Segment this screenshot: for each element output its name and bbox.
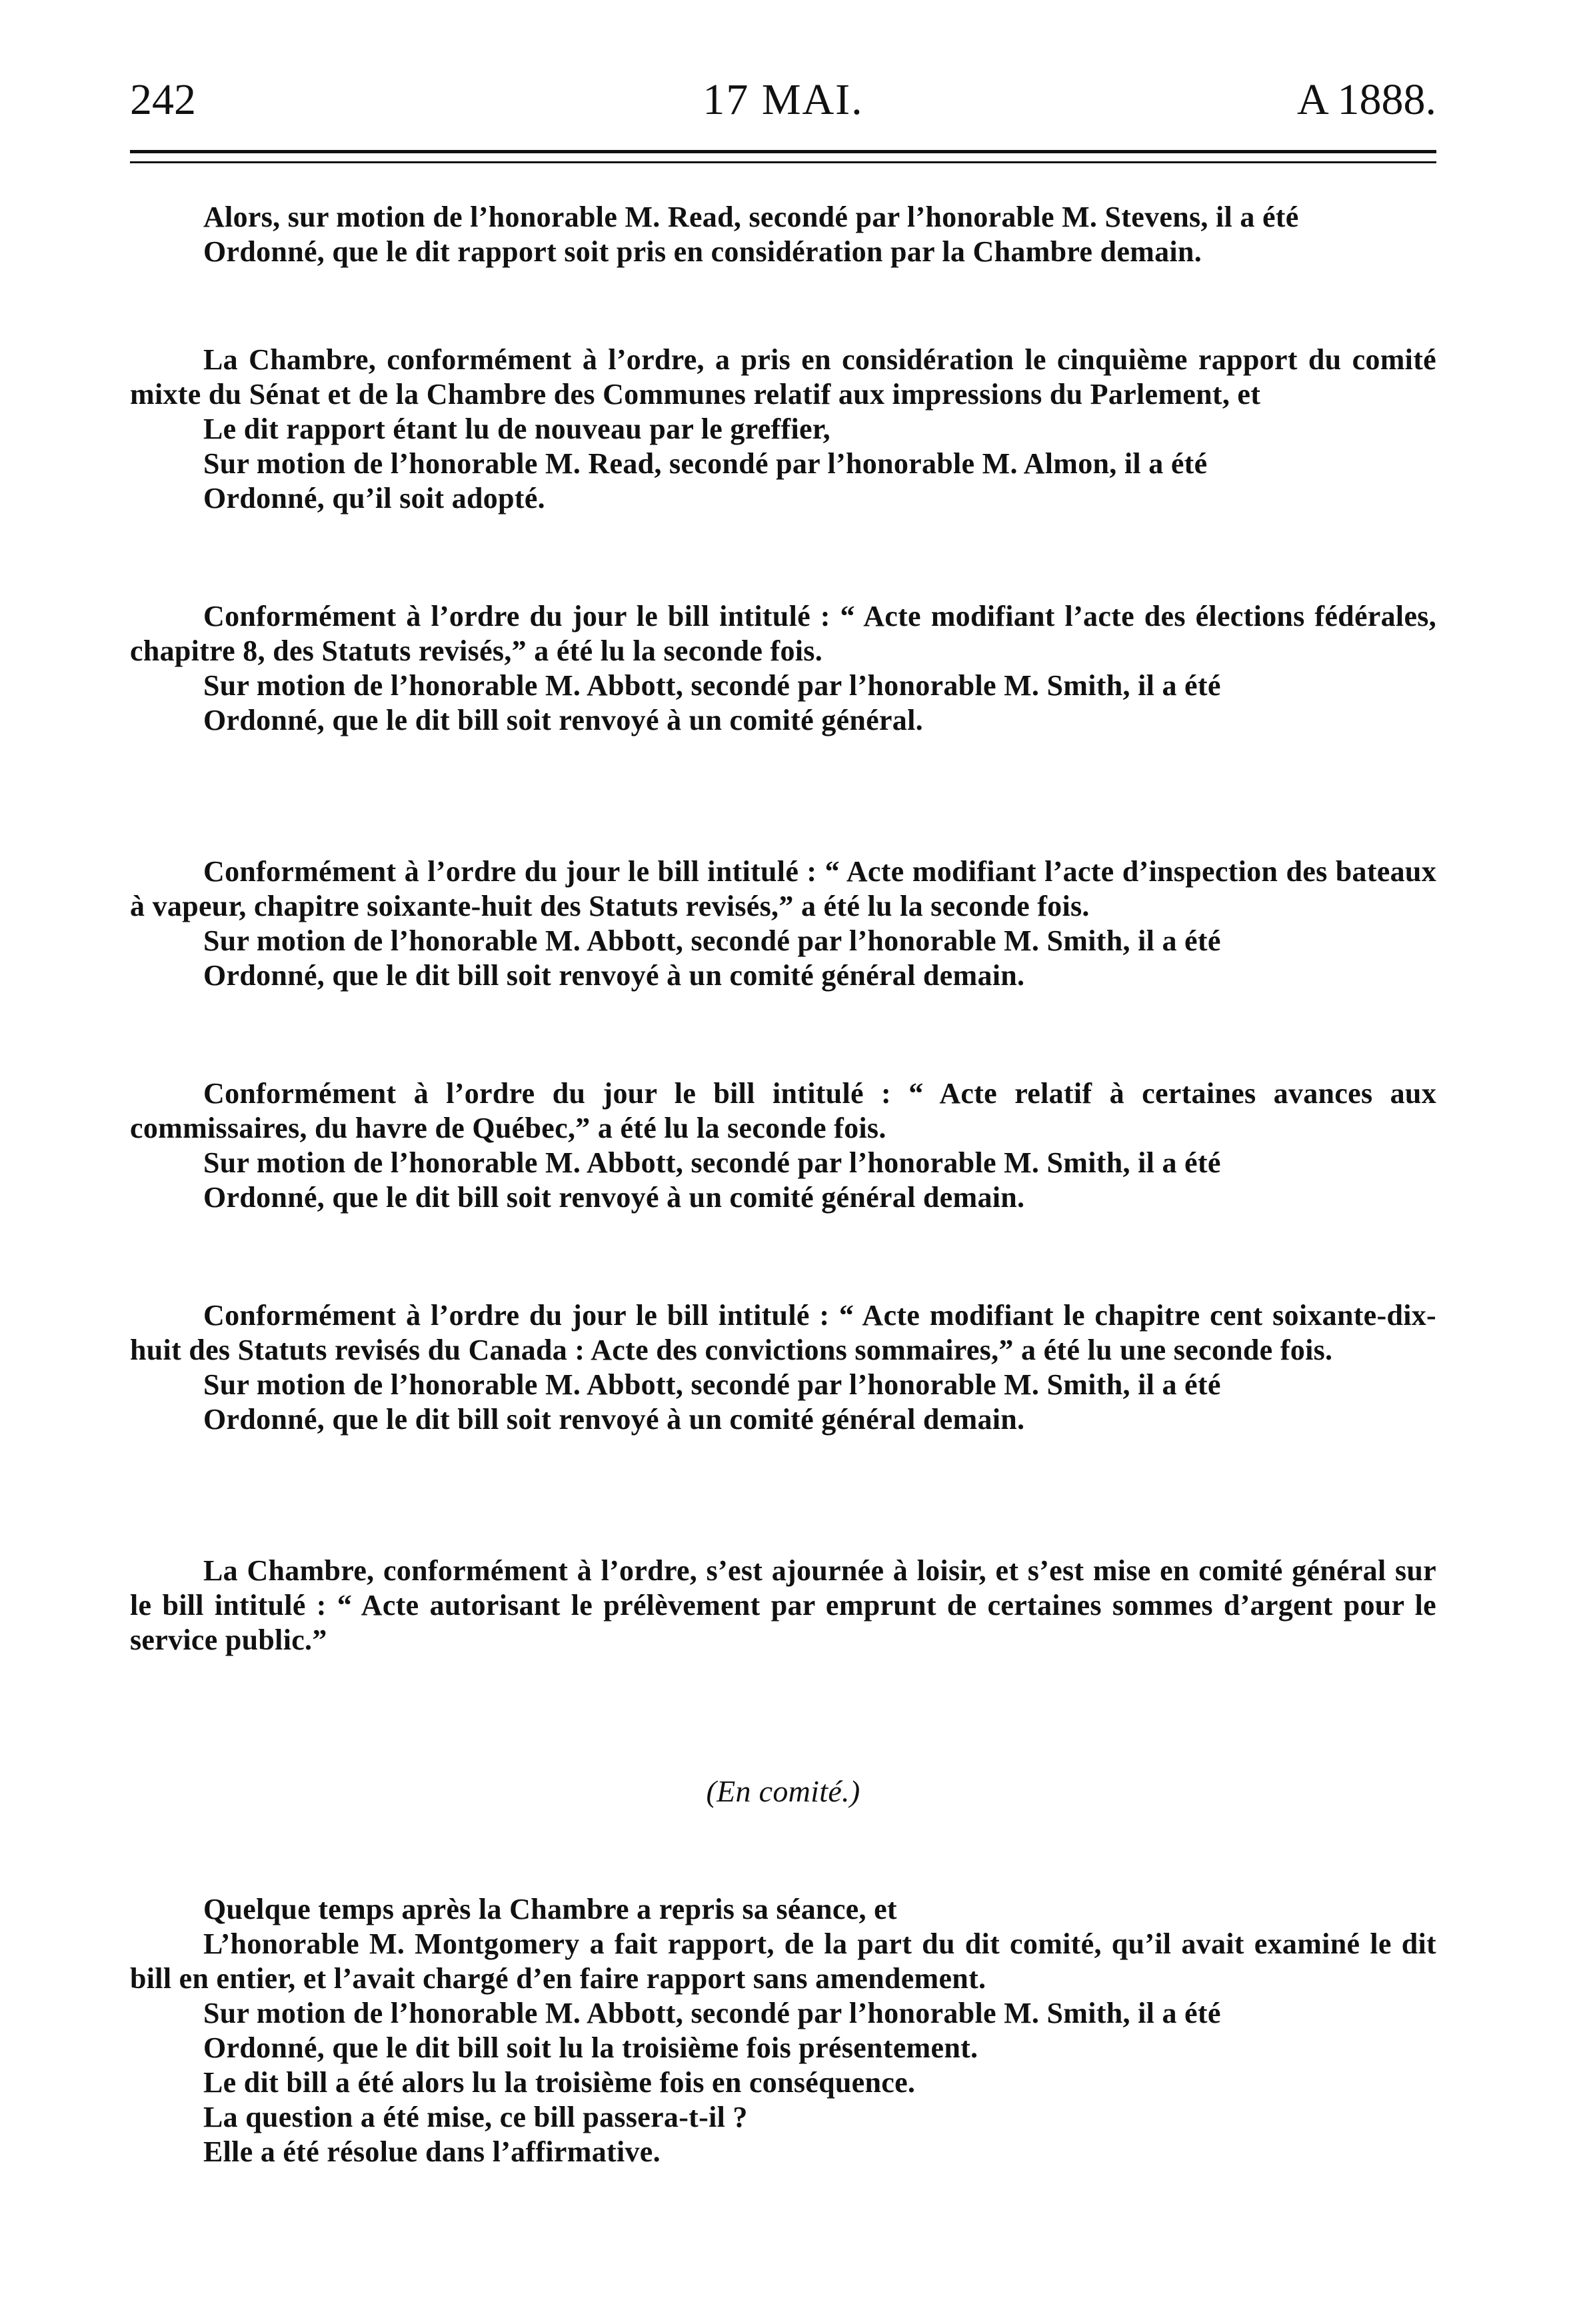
paragraph-line: La question a été mise, ce bill passera-t-il ? xyxy=(203,2101,748,2133)
committee-heading: (En comité.) xyxy=(706,1774,860,1808)
paragraph-line: Sur motion de l’honorable M. Abbott, secondé par l’honorable M. Smith, il a été xyxy=(203,669,1221,702)
paragraph-fifth-report xyxy=(130,343,1436,516)
paragraph-convictions-bill xyxy=(130,1298,1436,1437)
page-number: 242 xyxy=(130,75,196,124)
paragraph-text: Conformément à l’ordre du jour le bill intitulé : “ Acte modifiant le chapitre cent soixante-dix-huit des Statuts revisés du Canada : Acte des convictions sommaires,” a été lu une seconde fois. xyxy=(130,1299,1436,1366)
paragraph-text: La Chambre, conformément à l’ordre, a pris en considération le cinquième rapport du comité mixte du Sénat et de la Chambre des Communes relatif aux impressions du Parlement, et xyxy=(130,343,1436,411)
paragraph-text: Conformément à l’ordre du jour le bill intitulé : “ Acte modifiant l’acte d’inspection des bateaux à vapeur, chapitre soixante-huit des Statuts revisés,” a été lu la seconde fois. xyxy=(130,855,1436,922)
page-body xyxy=(130,200,1436,2169)
paragraph-steamboat-bill xyxy=(130,854,1436,993)
header-rule-thick xyxy=(130,150,1436,153)
paragraph-line: Le dit bill a été alors lu la troisième fois en conséquence. xyxy=(203,2066,916,2099)
paragraph-line: Sur motion de l’honorable M. Abbott, secondé par l’honorable M. Smith, il a été xyxy=(203,1997,1221,2029)
page-header xyxy=(130,63,1436,137)
paragraph-line: Ordonné, que le dit bill soit renvoyé à un comité général demain. xyxy=(203,1181,1025,1214)
paragraph-line: Elle a été résolue dans l’affirmative. xyxy=(203,2135,661,2168)
paragraph-committee xyxy=(130,1554,1436,1658)
paragraph-line: Quelque temps après la Chambre a repris sa séance, et xyxy=(203,1893,897,1925)
header-rule-thin xyxy=(130,161,1436,163)
paragraph-line: Ordonné, que le dit bill soit renvoyé à un comité général. xyxy=(203,704,923,736)
paragraph-read-motion xyxy=(130,200,1436,269)
paragraph-text: Conformément à l’ordre du jour le bill intitulé : “ Acte relatif à certaines avances aux commissaires, du havre de Québec,” a été lu la seconde fois. xyxy=(130,1077,1436,1144)
paragraph-line: Sur motion de l’honorable M. Read, secondé par l’honorable M. Almon, il a été xyxy=(203,447,1208,480)
paragraph-text: La Chambre, conformément à l’ordre, s’est ajournée à loisir, et s’est mise en comité général sur le bill intitulé : “ Acte autorisant le prélèvement par emprunt de certaines sommes d’argent pour le service public.” xyxy=(130,1554,1436,1656)
paragraph-harbour-bill xyxy=(130,1076,1436,1215)
paragraph-line: Ordonné, que le dit bill soit renvoyé à un comité général demain. xyxy=(203,959,1025,992)
header-year: A 1888. xyxy=(1296,75,1436,124)
paragraph-line: Sur motion de l’honorable M. Abbott, secondé par l’honorable M. Smith, il a été xyxy=(203,1368,1221,1401)
paragraph-text: Alors, sur motion de l’honorable M. Read, secondé par l’honorable M. Stevens, il a été xyxy=(203,201,1299,233)
paragraph-line: Sur motion de l’honorable M. Abbott, secondé par l’honorable M. Smith, il a été xyxy=(203,1146,1221,1179)
paragraph-final xyxy=(130,1892,1436,2169)
paragraph-text: Conformément à l’ordre du jour le bill intitulé : “ Acte modifiant l’acte des élections fédérales, chapitre 8, des Statuts revisés,” a été lu la seconde fois. xyxy=(130,600,1436,667)
paragraph-text: L’honorable M. Montgomery a fait rapport, de la part du dit comité, qu’il avait examiné le dit bill en entier, et l’avait chargé d’en faire rapport sans amendement. xyxy=(130,1927,1436,1995)
paragraph-line: Ordonné, qu’il soit adopté. xyxy=(203,482,545,515)
paragraph-line: Ordonné, que le dit rapport soit pris en considération par la Chambre demain. xyxy=(203,235,1202,268)
paragraph-line: Sur motion de l’honorable M. Abbott, secondé par l’honorable M. Smith, il a été xyxy=(203,924,1221,957)
paragraph-line: Le dit rapport étant lu de nouveau par le greffier, xyxy=(203,413,830,445)
paragraph-line: Ordonné, que le dit bill soit lu la troisième fois présentement. xyxy=(203,2031,978,2064)
paragraph-line: Ordonné, que le dit bill soit renvoyé à un comité général demain. xyxy=(203,1403,1025,1436)
paragraph-elections-bill xyxy=(130,599,1436,738)
header-date: 17 MAI. xyxy=(703,75,864,124)
